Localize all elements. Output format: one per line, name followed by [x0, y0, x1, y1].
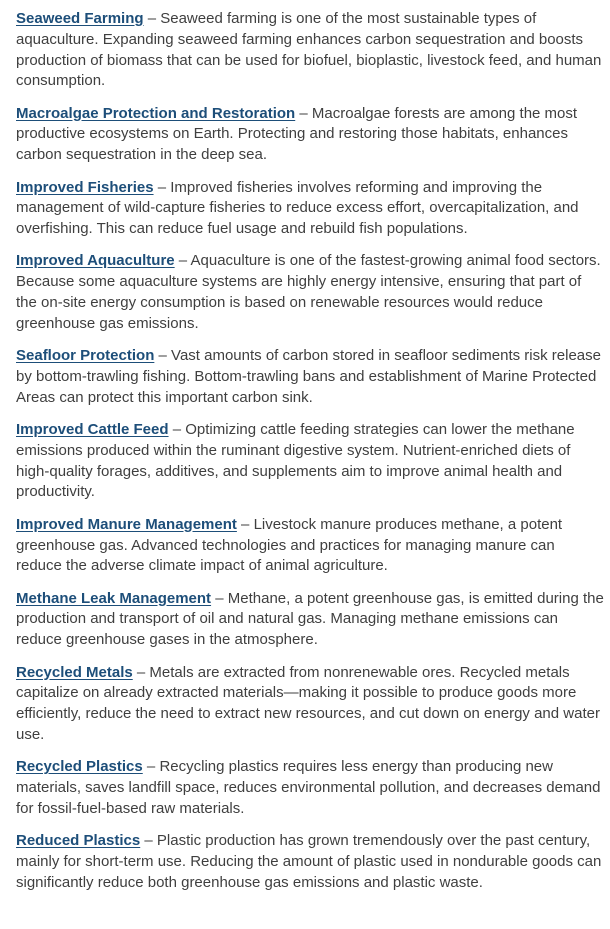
- link-recycled-metals[interactable]: Recycled Metals: [16, 663, 133, 681]
- dash: –: [143, 10, 161, 27]
- description: Improved fisheries involves reforming and improving the management of wild-capture fisheries to reduce excess effort, overcapitalization, and overfishing. This can reduce fuel usage and rebuild fish populations.: [16, 178, 579, 238]
- description: Optimizing cattle feeding strategies can lower the methane emissions produced within the ruminant digestive system. Nutrient-enriched diets of high-quality forages, additives, and supplements aim to improve animal health and productivity.: [16, 421, 575, 501]
- description: Aquaculture is one of the fastest-growing animal food sectors. Because some aquaculture systems are highly energy intensive, ensuring that part of the on-site energy consumption is based on renewable resources would reduce greenhouse gas emissions.: [16, 252, 601, 332]
- entry-seafloor-protection: [16, 346, 604, 408]
- link-improved-cattle-feed[interactable]: Improved Cattle Feed: [16, 421, 169, 439]
- entry-improved-aquaculture: [16, 251, 604, 334]
- entry-reduced-plastics: [16, 831, 604, 893]
- entry-macroalgae-protection: [16, 104, 604, 166]
- link-macroalgae-protection[interactable]: Macroalgae Protection and Restoration: [16, 104, 296, 122]
- entry-recycled-plastics: [16, 757, 604, 819]
- entry-recycled-metals: [16, 663, 604, 746]
- dash: –: [174, 252, 191, 270]
- link-improved-manure-management[interactable]: Improved Manure Management: [16, 515, 237, 533]
- description: Plastic production has grown tremendously over the past century, mainly for short-term use. Reducing the amount of plastic used in nondurable goods can significantly reduce both greenhouse gas emissions and plastic waste.: [16, 832, 602, 891]
- description: Vast amounts of carbon stored in seafloor sediments risk release by bottom-trawling fishing. Bottom-trawling bans and establishment of Marine Protected Areas can protect this important carbon sink.: [16, 347, 601, 406]
- description: Seaweed farming is one of the most sustainable types of aquaculture. Expanding seaweed farming enhances carbon sequestration and boosts production of biomass that can be used for biofuel, bioplastic, livestock feed, and human consumption.: [16, 10, 602, 90]
- link-improved-aquaculture[interactable]: Improved Aquaculture: [16, 252, 175, 270]
- dash: –: [153, 178, 171, 196]
- description: Metals are extracted from nonrenewable ores. Recycled metals capitalize on already extracted materials—making it possible to produce goods more efficiently, reduce the need to extract new resources, and cut down on energy and water use.: [16, 663, 600, 743]
- link-methane-leak-management[interactable]: Methane Leak Management: [16, 589, 212, 607]
- entry-methane-leak-management: [16, 589, 604, 651]
- dash: –: [295, 104, 312, 122]
- entry-seaweed-farming: [16, 9, 604, 92]
- link-improved-fisheries[interactable]: Improved Fisheries: [16, 178, 154, 196]
- description: Methane, a potent greenhouse gas, is emitted during the production and transport of oil and natural gas. Managing methane emissions can reduce greenhouse gases in the atmosphere.: [16, 589, 604, 649]
- entry-improved-fisheries: [16, 178, 604, 240]
- description: Macroalgae forests are among the most productive ecosystems on Earth. Protecting and restoring those habitats, enhances carbon sequestration in the deep sea.: [16, 104, 578, 164]
- dash: –: [142, 758, 160, 776]
- dash: –: [236, 515, 254, 533]
- entry-improved-cattle-feed: [16, 420, 604, 503]
- link-seaweed-farming[interactable]: Seaweed Farming: [16, 10, 144, 27]
- dash: –: [168, 421, 186, 439]
- dash: –: [140, 832, 157, 850]
- description: Livestock manure produces methane, a potent greenhouse gas. Advanced technologies and practices for managing manure can reduce the adverse climate impact of animal agriculture.: [16, 515, 563, 575]
- description: Recycling plastics requires less energy than producing new materials, saves landfill space, reduces environmental pollution, and decreases demand for fossil-fuel-based raw materials.: [16, 758, 601, 817]
- dash: –: [211, 589, 228, 607]
- link-recycled-plastics[interactable]: Recycled Plastics: [16, 758, 143, 776]
- link-reduced-plastics[interactable]: Reduced Plastics: [16, 832, 141, 850]
- dash: –: [154, 347, 172, 365]
- entry-improved-manure-management: [16, 515, 604, 577]
- link-seafloor-protection[interactable]: Seafloor Protection: [16, 347, 155, 365]
- dash: –: [132, 663, 150, 681]
